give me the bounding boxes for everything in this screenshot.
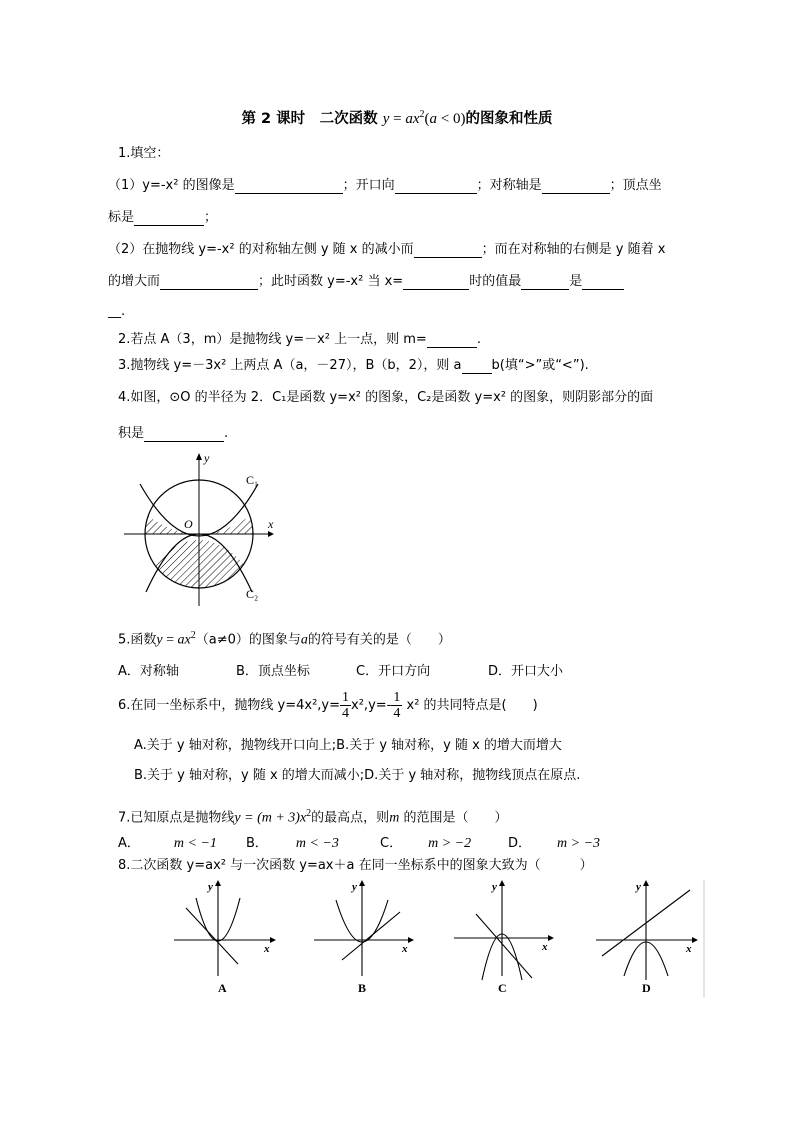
q8-b-y-label: y [352,881,357,893]
q5-func-y: y [156,632,163,648]
q6-mid: x²,y=- [351,698,392,713]
q6-prefix: 6.在同一坐标系中，抛物线 y=4x²,y= [118,698,341,713]
q3-text: 3.抛物线 y=－3x² 上两点 A（a，－27），B（b，2），则 a [118,358,462,373]
q8-a-letter: A [218,981,227,995]
q5-func-ax: ax [177,632,191,648]
q7-option-c-value: m > −2 [428,836,472,851]
q1-p2-text-c: 的增大而 [108,274,161,289]
q6-option-line-b[interactable]: B.关于 y 轴对称，y 随 x 的增大而减小;D.关于 y 轴对称，抛物线顶点在原点. [134,768,581,783]
q1-heading: 1.填空： [118,146,170,161]
q1-part1-line1 [108,178,662,194]
title-formula-eq: = [389,111,406,127]
q8-b-line [342,912,400,960]
title-cond-a: a [429,111,438,127]
q1-blank-right-trend[interactable] [160,276,258,290]
q5-cond: （a≠0）的图象与 [195,632,301,648]
q8-d-y-label: y [636,881,641,893]
q8-b-y-arrow [359,880,365,886]
q7-option-d-value: m > −3 [557,836,601,851]
q1-part2-line2 [108,274,624,290]
title-paren-open: ( [424,111,430,127]
q1-p2-text-a: （2）在抛物线 y=-x² 的对称轴左侧 y 随 x 的减小而 [108,242,414,257]
q8-line: 8.二次函数 y=ax² 与一次函数 y=ax＋a 在同一坐标系中的图象大致为（ ） [118,858,593,873]
q8-c-x-label: x [542,941,548,953]
q7-m-var: m [389,810,400,826]
q1-p1-text-d: ；顶点坐 [609,178,662,193]
q8-a-line [186,908,238,964]
title-suffix: 的图象和性质 [465,111,553,127]
q6-line [118,690,538,721]
q6-option-line-a[interactable]: A.关于 y 轴对称，抛物线开口向上;B.关于 y 轴对称，y 随 x 的增大而增大 [134,738,562,753]
q4-c1-label: C₁ [246,473,259,487]
q8-d-y-arrow [643,880,649,886]
q1-p1-text-e: 标是 [108,210,135,225]
q2-line [118,332,481,348]
q6-frac1-den: 4 [342,706,350,721]
q1-blank-axis[interactable] [542,180,610,194]
q5-option-d[interactable]: D．开口大小 [488,664,564,679]
q8-c-x-arrow [548,935,554,941]
q1-p2-text-b: ；而在对称轴的右侧是 y 随着 x [481,242,666,257]
q4-x-arrow [268,531,274,537]
q7-prefix: 7.已知原点是抛物线 [118,810,235,826]
q3-line [118,358,589,374]
q1-p1-text-c: ；对称轴是 [476,178,542,193]
q8-graph-d[interactable] [594,880,706,998]
q1-blank-extreme[interactable] [521,276,569,290]
q1-part2-line1 [108,242,665,258]
q8-graph-a[interactable] [172,880,282,998]
q8-c-y-label: y [492,881,497,893]
q7-line [118,806,507,826]
q7-option-a[interactable] [118,836,217,852]
q7-option-b[interactable] [246,836,339,852]
q7-func-sup: 2 [306,808,312,819]
q4-origin-label: O [184,517,193,531]
q4-tail: . [224,426,229,441]
q7-option-c-label: C． [380,836,403,851]
q1-part1-line2 [108,210,217,226]
q8-a-y-arrow [215,880,221,886]
q5-suffix: 的符号有关的是（ ） [307,632,451,648]
q5-line [118,628,451,648]
q8-d-x-label: x [686,943,692,955]
q7-option-c[interactable] [380,836,471,852]
q7-options [118,836,718,854]
q5-option-c[interactable]: C．开口方向 [356,664,431,679]
q2-blank-m[interactable] [427,334,477,348]
q6-fraction-2 [391,690,402,721]
q4-x-label: x [268,517,274,531]
q1-p1-text-a: （1）y=-x² 的图像是 [108,178,235,193]
q4-line1: 4.如图，⊙O 的半径为 2．C₁是函数 y=x² 的图象，C₂是函数 y=x² 的图象，则阴影部分的面 [118,390,654,405]
q8-graph-b[interactable] [312,880,422,998]
q1-blank-direction[interactable] [395,180,477,194]
page-title [0,107,794,128]
q8-b-x-arrow [408,937,414,943]
q4-y-label: y [204,451,210,465]
q1-p2-text-e: 时的值最 [469,274,522,289]
q1-blank-vertex[interactable] [134,212,204,226]
q7-option-b-value: m < −3 [295,836,339,851]
q7-option-a-label: A． [118,836,140,851]
q3-tail: b(填“>”或“<”). [491,358,589,373]
q5-options [118,664,718,682]
q4-blank-area[interactable] [144,428,224,442]
title-formula-sup: 2 [419,109,425,121]
title-formula-a: ax [405,111,420,127]
q7-suffix: 的范围是（ ） [403,810,508,826]
q1-blank-extreme-value[interactable] [582,276,624,290]
q8-a-x-label: x [264,943,270,955]
q5-option-a[interactable]: A．对称轴 [118,664,179,679]
q8-c-letter: C [498,981,507,995]
title-cond: < 0 [437,111,461,127]
q1-p1-text-b: ；开口向 [342,178,395,193]
q2-tail: . [476,332,481,347]
q1-part2-line3: __. [108,304,126,319]
q3-blank-compare[interactable] [462,360,492,374]
q4-y-arrow [196,453,202,460]
q8-a-x-arrow [270,937,276,943]
q4-line2 [118,426,228,442]
title-prefix: 第 2 课时 二次函数 [241,111,378,127]
q8-b-x-label: x [402,943,408,955]
q1-blank-shape[interactable] [235,180,343,194]
q7-option-a-value: m < −1 [173,836,217,851]
q7-option-d[interactable] [508,836,600,852]
q7-option-b-label: B． [246,836,268,851]
q2-text: 2.若点 A（3，m）是抛物线 y=－x² 上一点，则 m= [118,332,427,347]
q8-d-letter: D [642,981,651,995]
q7-option-d-label: D． [508,836,532,851]
q6-suffix: x² 的共同特点是( ) [406,698,538,713]
q1-blank-left-trend[interactable] [414,244,482,258]
q6-frac2-num: 1 [393,690,401,705]
q8-b-letter: B [358,981,367,995]
q5-prefix: 5.函数 [118,632,157,648]
title-paren-close: ) [460,111,466,127]
title-formula-y: y [382,111,390,127]
q8-a-y-label: y [208,881,213,893]
q6-frac1-num: 1 [342,690,350,705]
q1-p1-text-f: ； [204,210,218,225]
q8-d-x-arrow [692,937,698,943]
q8-graph-c[interactable] [452,880,562,998]
q5-option-b[interactable]: B．顶点坐标 [236,664,310,679]
q4-text2: 积是 [118,426,145,441]
q6-fraction-1 [340,690,351,721]
q1-blank-x-value[interactable] [403,276,469,290]
q8-c-y-arrow [499,880,505,886]
q4-circle-figure [118,448,278,608]
q1-p2-text-d: ；此时函数 y=-x² 当 x= [258,274,404,289]
q5-a-var: a [300,632,308,648]
q7-func: y = (m + 3)x [234,810,307,826]
q6-frac2-den: 4 [393,706,401,721]
q1-p2-text-f: 是 [569,274,583,289]
q7-mid: 的最高点，则 [311,810,390,826]
q5-func-eq: = [162,632,178,648]
q5-func-sup: 2 [190,630,196,641]
q4-c2-label: C₂ [246,587,259,601]
